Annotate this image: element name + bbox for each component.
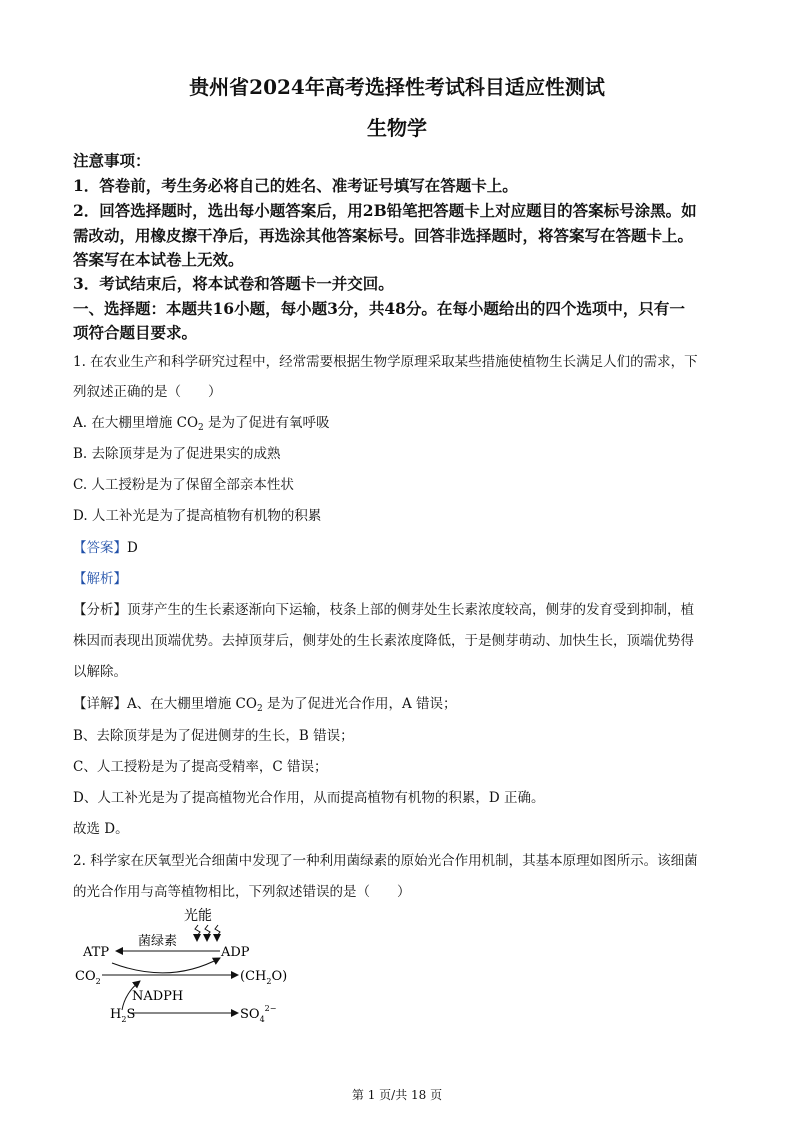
- adp-label: ADP: [221, 945, 250, 960]
- notice-item-2-line2: 需改动，用橡皮擦干净后，再选涂其他答案标号。回答非选择题时，将答案写在答题卡上。: [73, 226, 694, 245]
- fenxi-text-1: 顶芽产生的生长素逐渐向下运输，枝条上部的侧芽处生长素浓度较高，侧芽的发育受到抑制，植: [127, 602, 694, 618]
- page-number: 第 1 页/共 18 页: [351, 1088, 443, 1102]
- light-energy-label: 光能: [184, 908, 212, 924]
- q2-stem-line1: 2. 科学家在厌氧型光合细菌中发现了一种利用菌绿素的原始光合作用机制，其基本原理如图所示。该细菌: [73, 853, 698, 869]
- light-arrow-icon: [205, 925, 210, 941]
- bacteriochlorophyll-label: 菌绿素: [138, 934, 178, 949]
- notice-heading: 注意事项：: [73, 151, 151, 170]
- q1-option-b[interactable]: B. 去除顶芽是为了促进果实的成熟: [73, 446, 281, 462]
- ch2o-label: $(CH_2O)$: [240, 969, 288, 986]
- exam-title: 贵州省2024年高考选择性考试科目适应性测试: [189, 75, 605, 99]
- detail-tag: 【详解】: [73, 696, 127, 712]
- notice-item-2-line3: 答案写在本试卷上无效。: [73, 250, 244, 269]
- analysis-tag: 【解析】: [73, 571, 127, 587]
- fenxi-line3: 以解除。: [73, 664, 127, 680]
- q2-stem-line2: 的光合作用与高等植物相比，下列叙述错误的是（ ）: [73, 884, 411, 900]
- detail-c: C、人工授粉是为了提高受精率，C 错误；: [73, 759, 328, 775]
- energy-curve-arrow: [112, 958, 220, 973]
- co2-label: $CO_2$: [75, 969, 101, 986]
- section-heading-line1: 一、选择题：本题共16小题，每小题3分，共48分。在每小题给出的四个选项中，只有一: [73, 299, 685, 318]
- light-arrow-icon: [215, 925, 220, 941]
- q1-conclusion: 故选 D。: [73, 821, 129, 837]
- q1-option-a-subscript: 2: [198, 423, 204, 433]
- q1-option-a[interactable]: [73, 411, 330, 433]
- detail-a-text-end: 是为了促进光合作用，A 错误；: [262, 696, 457, 712]
- light-arrow-icon: [195, 925, 200, 941]
- q1-stem-line1: 1. 在农业生产和科学研究过程中，经常需要根据生物学原理采取某些措施使植物生长满足人们的需求，下: [73, 354, 698, 370]
- nadph-label: NADPH: [132, 989, 184, 1004]
- h2s-label: $H_2S$: [110, 1007, 136, 1024]
- q1-answer: [73, 536, 138, 556]
- notice-item-1: 1．答卷前，考生务必将自己的姓名、准考证号填写在答题卡上。: [73, 176, 518, 195]
- fenxi-line1: [73, 598, 694, 618]
- q1-option-d[interactable]: D. 人工补光是为了提高植物有机物的积累: [73, 508, 322, 524]
- notice-item-2-line1: 2．回答选择题时，选出每小题答案后，用2B铅笔把答题卡上对应题目的答案标号涂黑。如: [73, 201, 697, 220]
- q1-option-c[interactable]: C. 人工授粉是为了保留全部亲本性状: [73, 477, 294, 493]
- detail-a: [73, 692, 457, 714]
- detail-b: B、去除顶芽是为了促进侧芽的生长，B 错误；: [73, 728, 354, 744]
- atp-label: ATP: [83, 945, 110, 960]
- answer-tag: 【答案】: [73, 540, 127, 556]
- detail-a-subscript: 2: [256, 704, 263, 714]
- detail-d: D、人工补光是为了提高植物光合作用，从而提高植物有机物的积累，D 正确。: [73, 790, 545, 806]
- answer-value: D: [127, 540, 138, 556]
- q1-stem-line2: 列叙述正确的是（ ）: [73, 384, 222, 400]
- q1-option-a-text-end: 是为了促进有氧呼吸: [203, 415, 330, 431]
- notice-item-3: 3．考试结束后，将本试卷和答题卡一并交回。: [73, 274, 394, 293]
- so4-label: $SO_4^{2-}$: [240, 1004, 277, 1024]
- fenxi-tag: 【分析】: [73, 602, 127, 618]
- subject-title: 生物学: [367, 116, 427, 140]
- q1-option-a-text: A. 在大棚里增施 CO: [73, 415, 199, 431]
- detail-a-text: A、在大棚里增施 CO: [127, 696, 257, 712]
- section-heading-line2: 项符合题目要求。: [73, 323, 198, 342]
- photosynthesis-diagram: [70, 905, 310, 1025]
- fenxi-line2: 株因而表现出顶端优势。去掉顶芽后，侧芽处的生长素浓度降低，于是侧芽萌动、加快生长，顶端优势得: [73, 633, 694, 649]
